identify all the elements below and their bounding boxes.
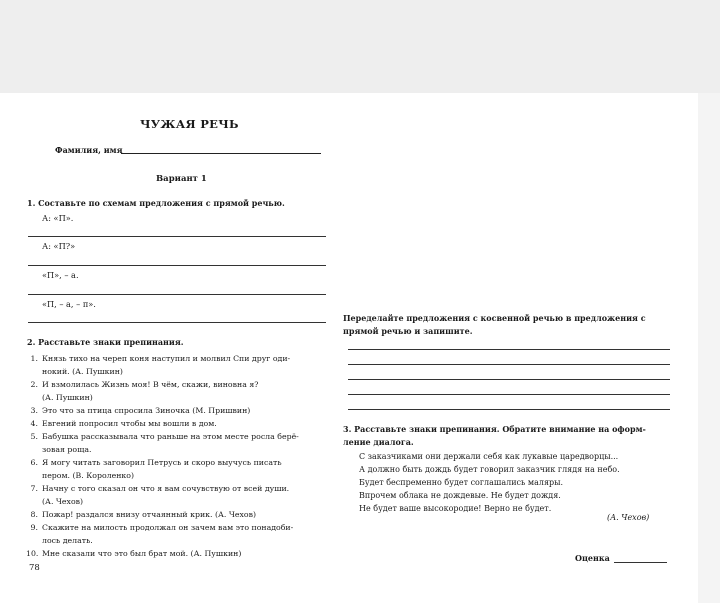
task2-item-10: 10. Мне сказали что это был брат мой. (А. Пушкин) — [26, 549, 242, 558]
task3-line: Будет беспременно будет соглашались маляры. — [359, 478, 564, 487]
grade-field-line[interactable] — [614, 562, 667, 563]
scheme-3: «П», – а. — [42, 270, 79, 280]
scheme-1: А: «П». — [42, 213, 74, 223]
answer-line[interactable] — [28, 265, 326, 266]
answer-line[interactable] — [348, 379, 670, 380]
variant-label: Вариант 1 — [156, 174, 207, 184]
task2-item-3: 3. Это что за птица спросила Зиночка (М. Пришвин) — [30, 406, 251, 415]
rewrite-heading: Переделайте предложения с косвенной речью в предложения с прямой речью и запишите. — [343, 313, 646, 336]
task3-line: А должно быть дождь будет говорил заказчик глядя на небо. — [359, 465, 620, 474]
name-field-line[interactable] — [121, 153, 321, 154]
task3-line: Впрочем облака не дождевые. Не будет дождя. — [359, 491, 561, 500]
name-label: Фамилия, имя — [55, 145, 123, 155]
task2-item-9: 9. Скажите на милость продолжал он зачем вам это понадоби- лось делать. — [30, 523, 294, 545]
task2-item-6: 6. Я могу читать заговорил Петрусь и скоро выучусь писать пером. (В. Короленко) — [30, 458, 282, 480]
task3-author: (А. Чехов) — [607, 513, 650, 522]
scheme-2: А: «П?» — [42, 241, 76, 251]
task2-item-1: 1. Князь тихо на череп коня наступил и молвил Спи друг оди- нокий. (А. Пушкин) — [30, 354, 291, 376]
task2-item-5: 5. Бабушка рассказывала что раньше на этом месте росла берё- зовая роща. — [30, 432, 299, 454]
answer-line[interactable] — [28, 294, 326, 295]
task3-heading: 3. Расставьте знаки препинания. Обратите внимание на оформ- ление диалога. — [343, 424, 646, 447]
right-edge — [698, 93, 720, 603]
task2-item-2: 2. И взмолилась Жизнь моя! В чём, скажи, виновна я? (А. Пушкин) — [30, 380, 259, 402]
scheme-4: «П, – а, – п». — [42, 299, 96, 309]
task3-line: Не будет ваше высокородие! Верно не будет. — [359, 504, 552, 513]
task2-heading: 2. Расставьте знаки препинания. — [27, 337, 184, 347]
top-background — [0, 0, 720, 93]
task2-item-8: 8. Пожар! раздался внизу отчаянный крик. (А. Чехов) — [30, 510, 257, 519]
answer-line[interactable] — [348, 394, 670, 395]
answer-line[interactable] — [348, 364, 670, 365]
task3-line: С заказчиками они держали себя как лукавые царедворцы... — [359, 452, 619, 461]
answer-line[interactable] — [28, 236, 326, 237]
task2-item-4: 4. Евгений попросил чтобы мы вошли в дом. — [30, 419, 217, 428]
task2-item-7: 7. Начну с того сказал он что я вам сочувствую от всей души. (А. Чехов) — [30, 484, 290, 506]
answer-line[interactable] — [348, 349, 670, 350]
answer-line[interactable] — [348, 409, 670, 410]
page-title: ЧУЖАЯ РЕЧЬ — [140, 117, 239, 131]
answer-line[interactable] — [28, 322, 326, 323]
task3-text — [359, 450, 679, 515]
page-number: 78 — [29, 563, 40, 573]
task1-heading: 1. Составьте по схемам предложения с прямой речью. — [27, 198, 285, 208]
grade-label: Оценка — [575, 553, 610, 563]
